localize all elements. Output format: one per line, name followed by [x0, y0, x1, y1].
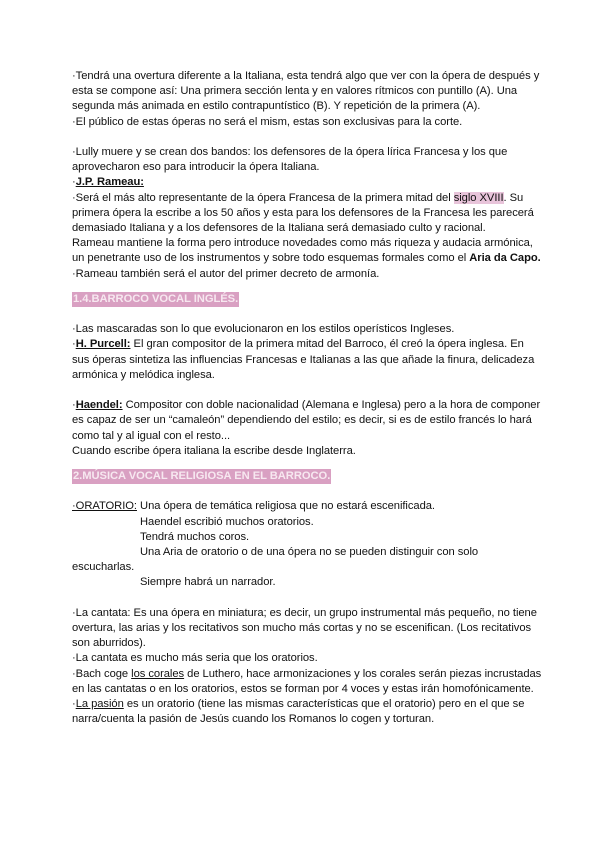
paragraph-haendel	[72, 398, 542, 444]
oratorio-label: ·ORATORIO:	[72, 500, 137, 513]
text-run: El gran compositor de la primera mitad del Barroco, él creó la ópera inglesa. En sus óperas sintetiza las influencias Francesas e Italianas a las que añade la finura, delicadeza armónica y melódica inglesa.	[72, 338, 535, 381]
text-run: ·Bach coge	[72, 667, 132, 680]
spacer	[72, 484, 542, 499]
oratorio-line-4b: escucharlas.	[72, 561, 135, 574]
spacer	[72, 459, 542, 469]
paragraph-lully: ·Lully muere y se crean dos bandos: los defensores de la ópera lírica Francesa y los que aprovecharon eso para introducir la ópera Italiana.	[72, 146, 508, 174]
paragraph-purcell	[72, 337, 542, 383]
highlight-siglo: siglo XVIII	[453, 191, 504, 204]
section-title-ingles: 1.4.BARROCO VOCAL INGLÉS.	[72, 292, 239, 307]
document-page	[72, 69, 542, 727]
paragraph-cantata-2: ·La cantata es mucho más seria que los oratorios.	[72, 652, 318, 665]
rameau-heading	[72, 175, 542, 190]
paragraph-pasion	[72, 697, 542, 727]
paragraph-cantata-1: ·La cantata: Es una ópera en miniatura; es decir, un grupo instrumental más pequeño, no tiene overtura, las arias y los recitativos son mucho más cortas y no se escenifican. (Los recitativos son aburridos).	[72, 606, 537, 650]
spacer	[72, 591, 542, 606]
spacer	[72, 307, 542, 322]
text-run: . Su primera ópera la escribe a los 50 años y esta para los defensores de la Francesa les parecerá demasiado Italiana y a los defensores de la Italiana será demasiado culto y racional.	[72, 191, 534, 235]
oratorio-line-5: Siempre habrá un narrador.	[140, 576, 276, 589]
paragraph-publico: ·El público de estas óperas no será el mism, estas son exclusivas para la corte.	[72, 115, 463, 128]
aria-da-capo: Aria da Capo.	[469, 252, 541, 265]
section-heading-ingles	[72, 292, 542, 307]
paragraph-bach	[72, 667, 542, 697]
text-run: es un oratorio (tiene las mismas características que el oratorio) pero en el que se narra/cuenta la pasión de Jesús cuando los Romanos lo cogen y torturan.	[72, 698, 525, 726]
paragraph-haendel-2: Cuando escribe ópera italiana la escribe desde Inglaterra.	[72, 444, 356, 457]
paragraph-rameau-1	[72, 191, 542, 237]
haendel-name: Haendel:	[75, 399, 123, 412]
bullet: ·	[72, 176, 76, 189]
paragraph-mascaradas: ·Las mascaradas son lo que evolucionaron en los estilos operísticos Ingleses.	[72, 323, 455, 336]
oratorio-line-3: Tendrá muchos coros.	[140, 530, 250, 543]
los-corales: los corales	[131, 667, 185, 680]
text-run: ·Será el más alto representante de la ópera Francesa de la primera mitad del	[72, 191, 454, 204]
text-run: Rameau mantiene la forma pero introduce novedades como más riqueza y audacia armónica, un penetrante uso de los instrumentos y sobre todo esquemas formales como el	[72, 237, 533, 265]
text-run: de Luthero, hace armonizaciones y los corales serán piezas incrustadas en las cantatas o en los oratorios, estos se forman por 4 voces y estas irán homofónicamente.	[72, 667, 542, 695]
oratorio-line-4: Una Aria de oratorio o de una ópera no se pueden distinguir con solo	[140, 546, 479, 559]
bullet: ·	[72, 338, 76, 351]
spacer	[72, 130, 542, 145]
la-pasion: La pasión	[75, 698, 124, 711]
purcell-name: H. Purcell:	[75, 338, 131, 351]
section-title-religiosa: 2.MÚSICA VOCAL RELIGIOSA EN EL BARROCO.	[72, 469, 331, 484]
paragraph-overtura: ·Tendrá una overtura diferente a la Italiana, esta tendrá algo que ver con la ópera de después y esta se compone así: Una primera sección lenta y en valores rítmicos con puntillo (A). Una segunda más animada en estilo contrapuntístico (B). Y repetición de la primera (A).	[72, 70, 540, 113]
text-run: Una ópera de temática religiosa que no estará escenificada.	[136, 500, 435, 513]
bullet: ·	[72, 698, 76, 711]
paragraph-rameau-2	[72, 236, 542, 266]
spacer	[72, 383, 542, 398]
bullet: ·	[72, 399, 76, 412]
oratorio-line-1	[72, 499, 542, 514]
text-run: Compositor con doble nacionalidad (Alemana e Inglesa) pero a la hora de componer es capaz de ser un “camaleón” dependiendo del estilo; es decir, si es de estilo francés lo hará como tal y al igual con el resto...	[72, 399, 541, 442]
section-heading-religiosa	[72, 469, 542, 484]
spacer	[72, 282, 542, 292]
paragraph-rameau-3: ·Rameau también será el autor del primer decreto de armonía.	[72, 267, 380, 280]
rameau-name: J.P. Rameau:	[75, 176, 144, 189]
oratorio-line-2: Haendel escribió muchos oratorios.	[140, 515, 314, 528]
